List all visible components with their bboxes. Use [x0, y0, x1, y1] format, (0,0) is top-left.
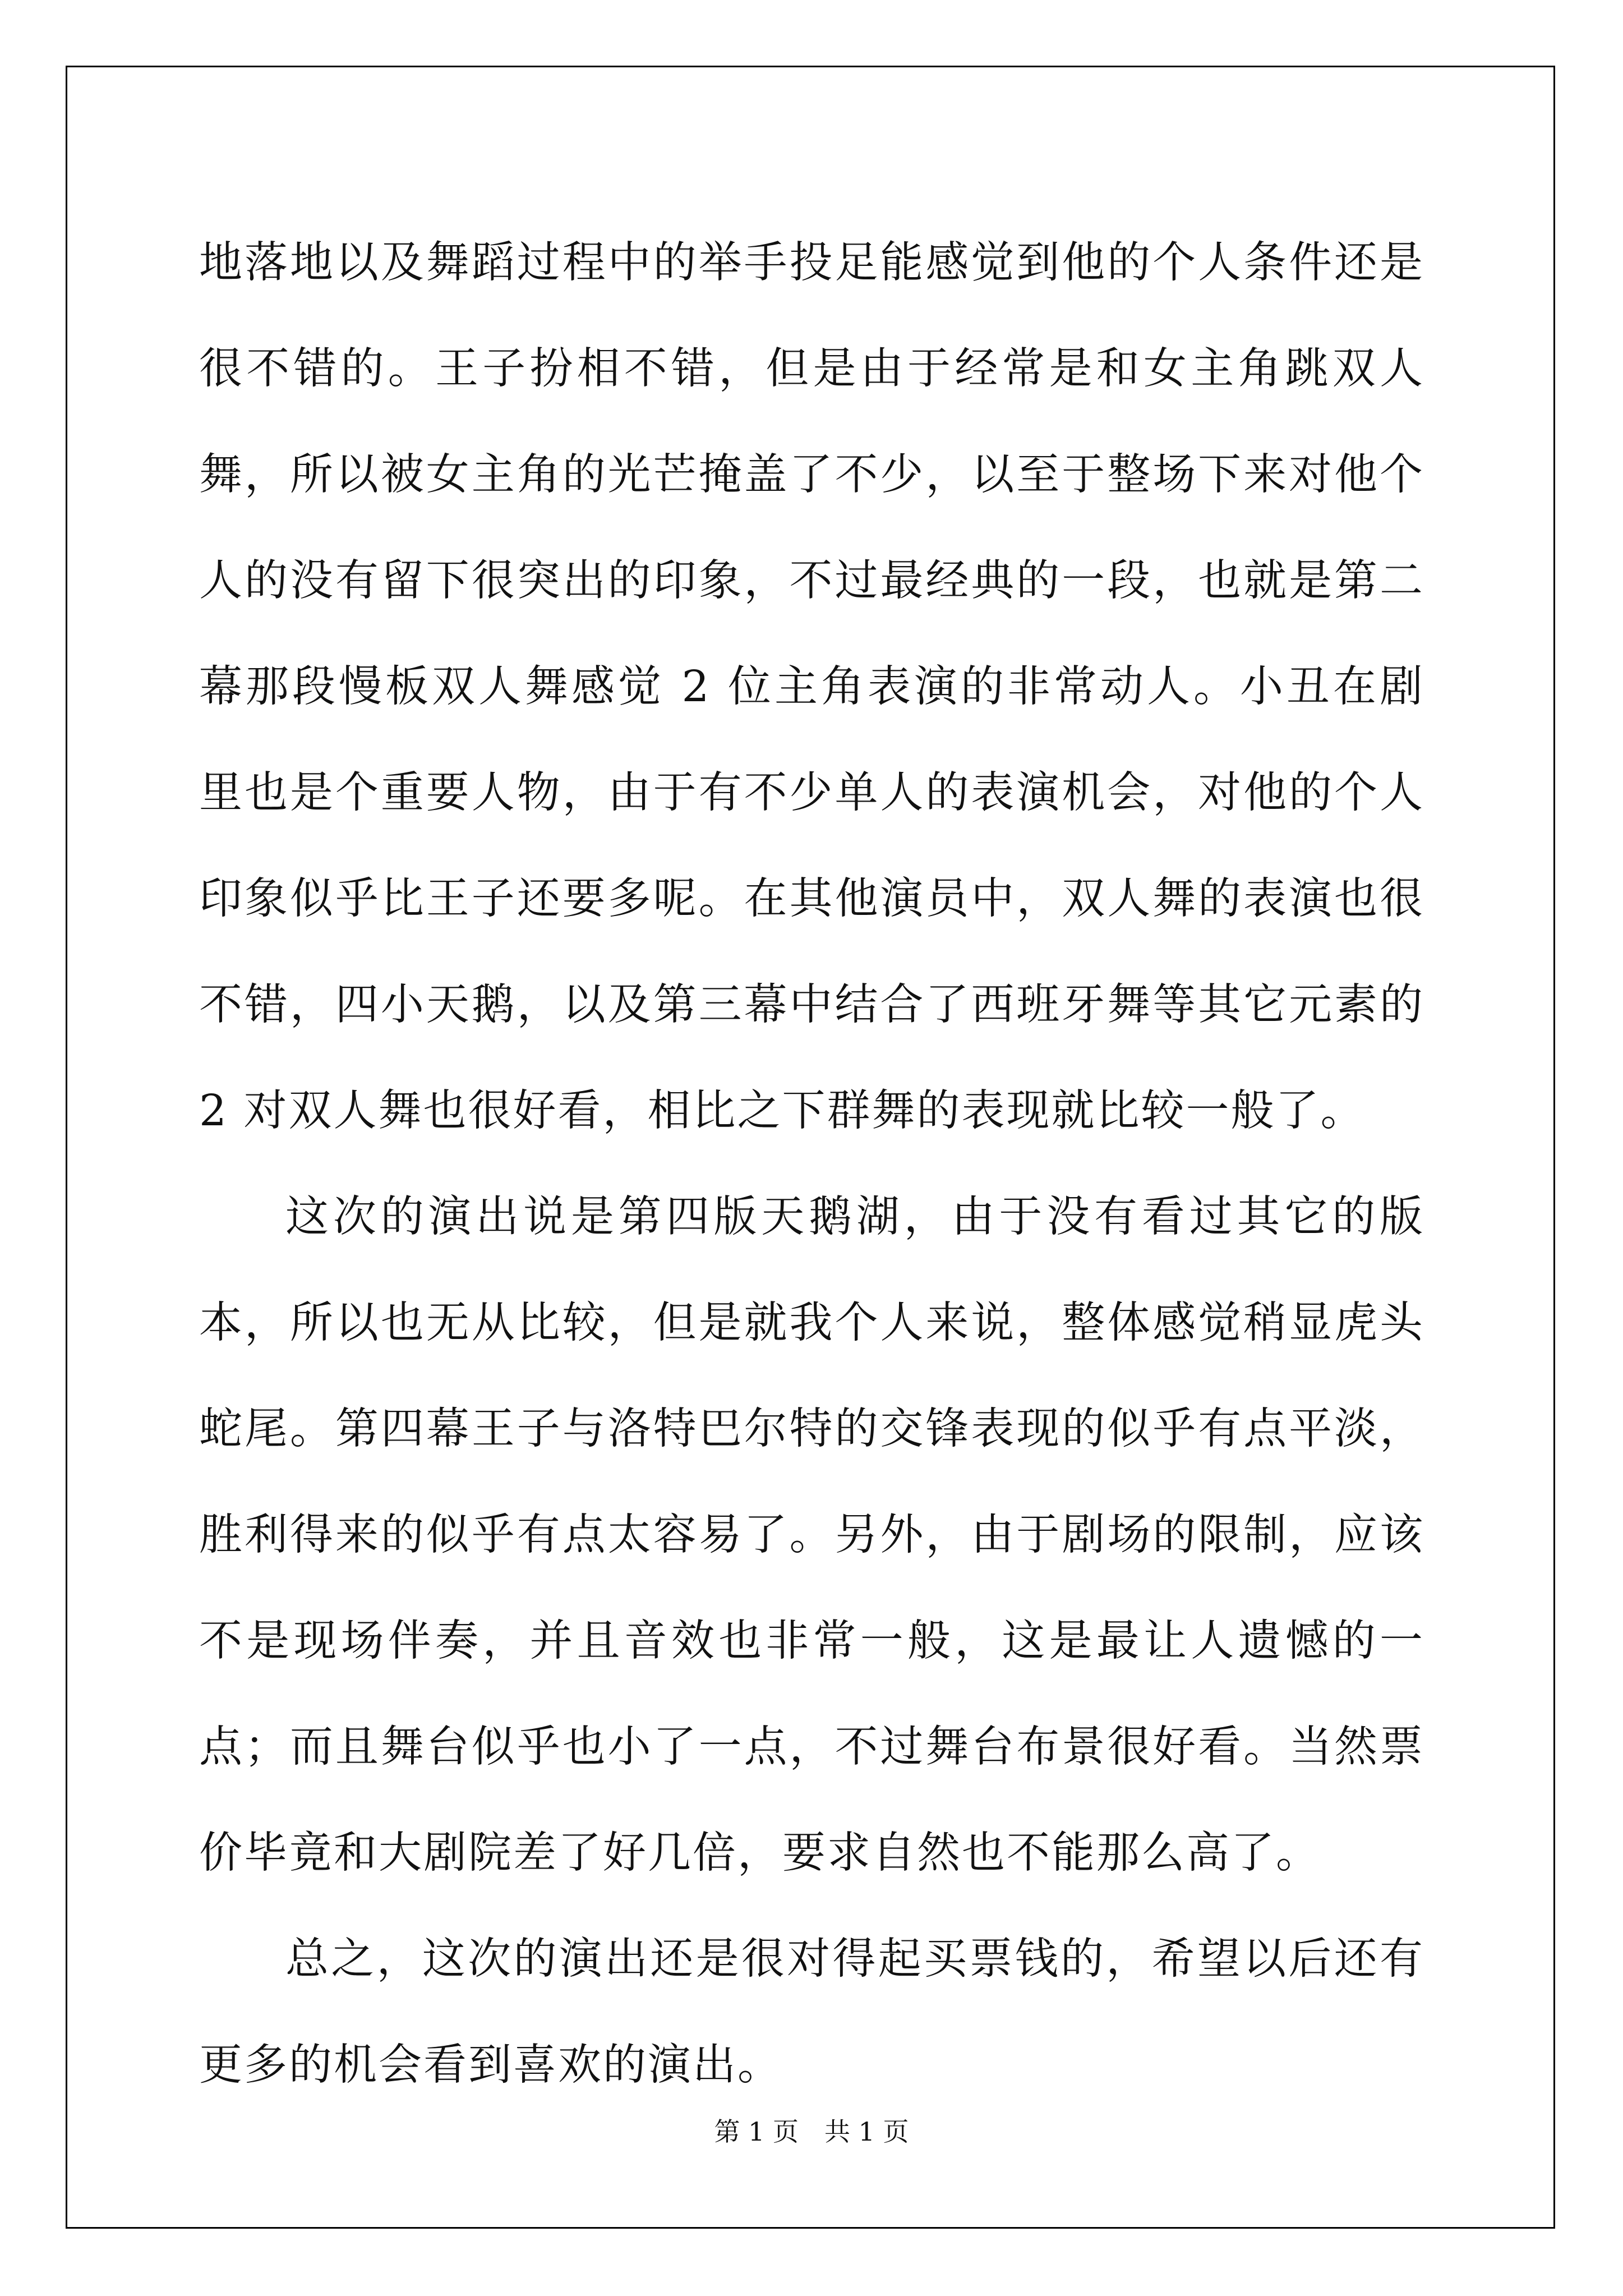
page-footer [0, 2115, 1623, 2148]
page-number: 第 1 页 [714, 2116, 799, 2147]
page-total: 共 1 页 [824, 2116, 909, 2147]
paragraph-3: 总之，这次的演出还是很对得起买票钱的，希望以后还有更多的机会看到喜欢的演出。 [199, 1934, 1424, 2090]
paragraph-1: 地落地以及舞蹈过程中的举手投足能感觉到他的个人条件还是很不错的。王子扮相不错，但是由于经常是和女主角跳双人舞，所以被女主角的光芒掩盖了不少，以至于整场下来对他个人的没有留下很突出的印象，不过最经典的一段，也就是第二幕那段慢板双人舞感觉 2 位主角表演的非常动人。小丑在剧里也是个重要人物，由于有不少单人的表演机会，对他的个人印象似乎比王子还要多呢。在其他演员中，双人舞的表演也很不错，四小天鹅，以及第三幕中结合了西班牙舞等其它元素的 2 对双人舞也很好看，相比之下群舞的表现就比较一般了。 [199, 238, 1424, 1136]
paragraph-2: 这次的演出说是第四版天鹅湖，由于没有看过其它的版本，所以也无从比较，但是就我个人来说，整体感觉稍显虎头蛇尾。第四幕王子与洛特巴尔特的交锋表现的似乎有点平淡，胜利得来的似乎有点太容易了。另外，由于剧场的限制，应该不是现场伴奏，并且音效也非常一般，这是最让人遗憾的一点；而且舞台似乎也小了一点，不过舞台布景很好看。当然票价毕竟和大剧院差了好几倍，要求自然也不能那么高了。 [199, 1192, 1424, 1878]
document-body [199, 210, 1424, 2118]
